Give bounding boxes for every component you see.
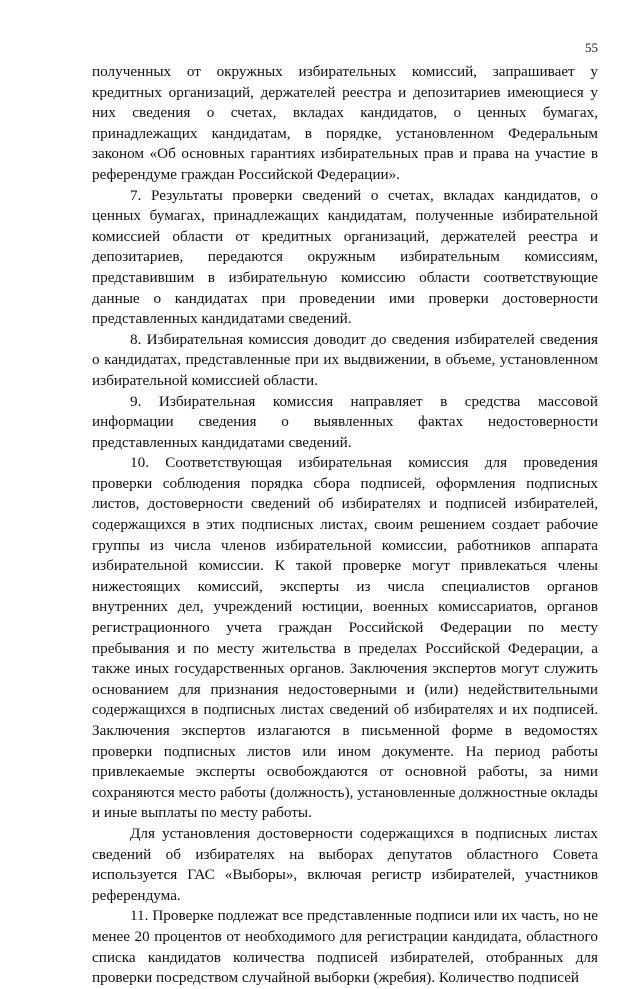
paragraph-item-8: 8. Избирательная комиссия доводит до сведения избирателей сведения о кандидатах, представленные при их выдвижении, в объеме, установленном избирательной комиссией области. xyxy=(92,330,598,389)
document-body xyxy=(92,62,598,989)
paragraph-gas-vybory: Для установления достоверности содержащихся в подписных листах сведений об избирателях на выборах депутатов областного Совета используется ГАС «Выборы», включая регистр избирателей, участников референдума. xyxy=(92,824,598,904)
paragraph-item-9: 9. Избирательная комиссия направляет в средства массовой информации сведения о выявленных фактах недостоверности представленных кандидатами сведений. xyxy=(92,392,598,451)
paragraph-item-7: 7. Результаты проверки сведений о счетах, вкладах кандидатов, о ценных бумагах, принадлежащих кандидатам, полученные избирательной комиссией области от кредитных организаций, держателей реестра и депозитариев, передаются окружным избирательным комиссиям, представившим в избирательную комиссию области соответствующие данные о кандидатах при проведении ими проверки достоверности представленных кандидатами сведений. xyxy=(92,186,598,328)
paragraph-continuation: полученных от окружных избирательных комиссий, запрашивает у кредитных организаций, держателей реестра и депозитариев имеющиеся у них сведения о счетах, вкладах кандидатов, о ценных бумагах, принадлежащих кандидатам, в порядке, установленном Федеральным законом «Об основных гарантиях избирательных прав и права на участие в референдуме граждан Российской Федерации». xyxy=(92,63,598,183)
paragraph-item-10: 10. Соответствующая избирательная комиссия для проведения проверки соблюдения порядка сбора подписей, оформления подписных листов, достоверности сведений об избирателях и подписей избирателей, содержащихся в этих подписных листах, своим решением создает рабочие группы из числа членов избирательной комиссии, работников аппарата избирательной комиссии. К такой проверке могут привлекаться члены нижестоящих комиссий, эксперты из числа специалистов органов внутренних дел, учреждений юстиции, военных комиссариатов, органов регистрационного учета граждан Российской Федерации по месту пребывания и по месту жительства в пределах Российской Федерации, а также иных государственных органов. Заключения экспертов могут служить основанием для признания недостоверными и (или) недействительными содержащихся в подписных листах сведений об избирателях и их подписей. Заключения экспертов излагаются в письменной форме в ведомостях проверки подписных листов или ином документе. На период работы привлекаемые эксперты освобождаются от основной работы, за ними сохраняются место работы (должность), установленные должностные оклады и иные выплаты по месту работы. xyxy=(92,454,598,822)
page-number: 55 xyxy=(585,40,598,55)
paragraph-item-11: 11. Проверке подлежат все представленные подписи или их часть, но не менее 20 процентов от необходимого для регистрации кандидата, областного списка кандидатов количества подписей избирателей, отобранных для проверки посредством случайной выборки (жребия). Количество подписей xyxy=(92,907,598,987)
